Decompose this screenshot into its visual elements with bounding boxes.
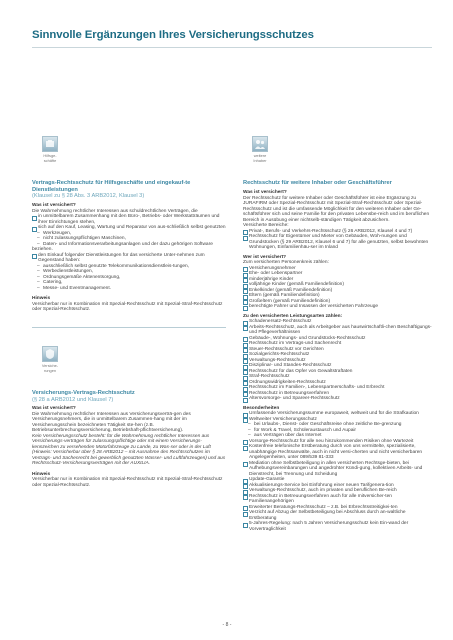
- list-item: – aus Verträgen über das Internet: [243, 433, 433, 439]
- list-item: minderjährige Kinder: [243, 277, 433, 283]
- body-text: Versicherte Bereiche:: [243, 223, 289, 228]
- list-item: Update-Garantie: [243, 477, 433, 483]
- body-text: Die Wahrnehmung rechtlicher Interessen aus Versicherungsverträ-gen des Versicherungsnehmers, die in unmittelbarem Zusammen-hang mit der im Versicherungsschein bezeichneten Tätigkeit ste-hen (z.B. Betriebsunterbrechungsversicherung, Betriebshaft-pflichtversicherung).: [32, 411, 191, 433]
- question-label: Besonderheiten: [243, 405, 280, 411]
- list-item: – Catering,: [32, 280, 226, 286]
- section-versicherungen-body: [32, 406, 226, 488]
- list-item: Weltweiter Versicherungsschutz: [243, 417, 433, 423]
- list-item: – bei Urlaubs-, Dienst- oder Geschäftsreise ohne zeitliche Be-grenzung: [243, 422, 433, 428]
- list-item: volljährige Kinder (gemäß Familiendefinition): [243, 282, 433, 288]
- bullet-list: [243, 229, 433, 251]
- question-label: Was ist versichert?: [243, 190, 287, 195]
- hint-title: Hinweis: [32, 296, 51, 301]
- list-item: Verwaltungs-Rechtsschutz: [243, 358, 433, 364]
- bullet-list: [243, 319, 433, 402]
- list-item: Akkualisierungs-Service bei Einführung einer neuen Tarifgenera-tion: [243, 483, 433, 489]
- list-item: – Messe- und Eventmanagement.: [32, 286, 226, 292]
- question-label: Was ist versichert?: [32, 406, 76, 411]
- hilfsgeschaefte-icon-label: Hilfsge- schäfte: [43, 153, 57, 163]
- list-item: – Daten- und Informationsverarbeitungsanlagen und der dazu gehörigen Software: [32, 242, 226, 248]
- italic-note: Kein Versicherungsschutz besteht: für die Wahrnehmung rechtlicher Interessen aus Versicherungs-verträgen für zulassungspflichtige oder mit einem Versicherungs-kennzeichen zu versehenden Motorfahrzeuge zu Lande, zu Was-ser oder in der Luft (Hinweis: Versicherbar über § 28 ARB2012 – mit Ausnahme des Rechtsschutzes im Vertrags- und Sachenrecht bei gewerblich genutzten Wasser- und Luftfahrzeugen) und aus Rechtsschutz-Versicherungsverträgen mit der AUXILIA.: [32, 433, 226, 466]
- list-item: Mediation ohne Selbstbeteiligung in allen versicherten Rechtsge-bieten, bei Aufhebungsvereinbarungen und angedrohter Kündi-gung, kollektiven Arbeits- und Dienstrecht, bei Trennung und Scheidung: [243, 461, 433, 478]
- list-item: Schadenersatz-Rechtsschutz: [243, 319, 433, 325]
- hint-text: Versicherbar nur in Kombination mit Spezial-Rechtsschutz mit Spezial-Straf-Rechtsschutz oder Spezial-Rechtsschutz.: [32, 301, 223, 312]
- list-item: Großeltern (gemäß Familiendefinition): [243, 299, 433, 305]
- list-item: Rechtsschutz für Eigentümer und Mieter von Gebäuden, Woh-nungen und Grundstücken (§ 29 ARB2012, Klausel 6 und 7) für alle genutzten, selbst bewohnten Wohnungen, Einfamilienhäu-ser im Inland: [243, 234, 433, 251]
- list-item: Ordnungswidrigkeiten-Rechtsschutz: [243, 380, 433, 386]
- list-item: Enkelkinder (gemäß Familiendefinition): [243, 288, 433, 294]
- list-item: Privat-, Berufs- und Verkehrs-Rechtsschutz (§ 26 ARB2012, Klausel 4 und 7): [243, 229, 433, 235]
- list-item: Erweiterter Beratungs-Rechtsschutz – z.B. bei Erbrechtsstreitigkei-ten: [243, 505, 433, 511]
- list-item: in unmittelbarem Zusammenhang mit den Büro-, Betriebs- oder Werkstatträumen und ihrer Einrichtungen stehen,: [32, 214, 226, 225]
- bullet-list: [243, 266, 433, 310]
- section-weitere-inhaber-body: [243, 190, 433, 532]
- page-title: Sinnvolle Ergänzungen Ihres Versicherungsschutzes: [32, 29, 314, 41]
- section-weitere-inhaber-heading: Rechtsschutz für weitere Inhaber oder Geschäftsführer: [243, 180, 392, 186]
- page-number: - 8 -: [222, 622, 232, 628]
- list-item: berechtigte Fahrer und Insassen der versicherten Fahrzeuge: [243, 304, 433, 310]
- list-item: Versicherungsnehmer: [243, 266, 433, 272]
- section-hilfsgeschaefte-body: [32, 203, 226, 313]
- list-item: Arbeits-Rechtsschutz, auch als Arbeitgeber aus hauswirtschaftli-chen Beschäftigungs- und Pflegeverhältnissen: [243, 325, 433, 336]
- heading-subtitle: (§ 28 a ARB2012 und Klausel 7): [32, 396, 114, 403]
- list-item: Steuer-Rechtsschutz vor Gerichten: [243, 347, 433, 353]
- title-divider: [32, 47, 432, 48]
- list-item: – nicht zulassungspflichtigen Maschinen,: [32, 236, 226, 242]
- list-item: Straf-Rechtsschutz: [243, 374, 433, 380]
- list-item: Ehe- oder Lebenspartner: [243, 271, 433, 277]
- list-item: Gebäude-, Wohnungs- und Grundstücks-Rechtsschutz: [243, 336, 433, 342]
- list-item: – Ordnungsgemäße Aktenentsorgung,: [32, 275, 226, 281]
- body-text: Zum versicherten Personenkreis zählen:: [243, 260, 329, 265]
- list-item: Verwaltungs-Rechtsschutz, auch im privaten und beruflichen Be-reich: [243, 488, 433, 494]
- heading-text: Versicherungs-Vertrags-Rechtsschutz: [32, 390, 135, 396]
- list-item: Rechtsschutz im Vertrags-und Sachenrecht: [243, 341, 433, 347]
- hint-title: Hinweis: [32, 471, 51, 477]
- list-item: Rechtsschutz für das Opfer von Gewaltstraftaten: [243, 369, 433, 375]
- weitere-inhaber-icon: [252, 136, 268, 152]
- section-versicherungen-heading: [32, 390, 226, 403]
- versicherungen-icon: [42, 346, 58, 362]
- list-item: 5-Jahres-Regelung: nach 5 Jahren Versicherungsschutz kein Ein-wand der Vorvertraglichkeit: [243, 521, 433, 532]
- list-item: Vorsorge-Rechtsschutz für alle neu hinzukommenden Risiken ohne Wartezeit: [243, 439, 433, 445]
- bullet-list: [32, 214, 226, 291]
- list-item: – ausschließlich selbst genutzte Telekommunikationsdienstleis-tungen,: [32, 264, 226, 270]
- list-item: Kostenfreie telefonische Erstberatung durch von uns vermittelte, spezialisierte, unabhängige Rechtsanwälte, auch in nicht versi-cherten und nicht versicherbaren Angelegenheiten, unter 089/539 81-333: [243, 444, 433, 461]
- list-item: Verzicht auf Abzug der Selbstbeteiligung bei Abschluss durch an-waltliche Erstberatung: [243, 510, 433, 521]
- list-item: Rechtsschutz in Betreuungsverfahren: [243, 391, 433, 397]
- list-item: Umfassende Versicherungssumme europaweit, weltweit und für die Strafkaution: [243, 411, 433, 417]
- list-item: Altersvorsorge- und Spareer-Rechtsschutz: [243, 396, 433, 402]
- list-item: Disziplinar- und Standes-Rechtsschutz: [243, 363, 433, 369]
- list-item: Eltern (gemäß Familiendefinition): [243, 293, 433, 299]
- list-item: Rechtsschutz in Betreuungsverfahren auch für alle mitversicher-ten Familienangehörigen: [243, 494, 433, 505]
- list-item: sich auf den Kauf, Leasing, Wartung und Reparatur von aus-schließlich selbst genutzten: [32, 225, 226, 231]
- question-label: Was ist versichert?: [32, 203, 76, 208]
- question-label: Zu den versicherten Leistungsarten zählen:: [243, 313, 343, 319]
- divider: [32, 327, 226, 328]
- weitere-inhaber-icon-label: weitere Inhaber: [253, 153, 267, 163]
- hint-text: Versicherbar nur in Kombination mit Spezial-Rechtsschutz mit Spezial-Straf-Rechtsschutz oder Spezial-Rechtsschutz.: [32, 477, 223, 488]
- bullet-list: [243, 411, 433, 532]
- list-item: den Einkauf folgender Dienstleistungen für das versicherte Unter-nehmen zum Gegenstand haben:: [32, 253, 226, 264]
- body-text: Der Rechtsschutz für weitere Inhaber oder Geschäftsführer ist eine Ergänzung zu JURAFIRM oder Spezial-Rechtsschutz mit Spezial-Straf-Rechtsschutz oder Spezial-Rechtsschutz und ist die umfassende Möglichkeit für den weiteren Inhaber oder Ge-schäftsführer sich und seine Familie für den privaten Lebensbe-reich und im beruflichen Bereich in Ausübung einer nichtselb-ständigen Tätigkeit abzusichern.: [243, 195, 430, 223]
- heading-subtitle: (Klausel zu § 28 Abs. 3 ARB2012, Klausel 3): [32, 193, 145, 200]
- plain-line: beziehen.: [32, 247, 53, 252]
- hilfsgeschaefte-icon: [42, 136, 58, 152]
- question-label: Wer ist versichert?: [243, 254, 287, 260]
- intro-text: Die Wahrnehmung rechtlicher Interessen aus schuldrechtlichen Verträgen, die: [32, 208, 198, 214]
- list-item: – für Work & Travel, Schüleraustausch und Aupair: [243, 428, 433, 434]
- heading-text: Vertrags-Rechtsschutz für Hilfsgeschäfte und eingekauf-te Dienstleistungen: [32, 180, 191, 193]
- list-item: – Werbedienstleistungen,: [32, 269, 226, 275]
- section-hilfsgeschaefte-heading: [32, 180, 226, 200]
- list-item: – Werkzeugen,: [32, 231, 226, 237]
- list-item: Rechtsschutz im Familien-, Lebenspartnerschafts- und Erbrecht: [243, 385, 433, 391]
- versicherungen-icon-label: Versiche- rungen: [41, 363, 59, 373]
- list-item: Sozialgerichts-Rechtsschutz: [243, 352, 433, 358]
